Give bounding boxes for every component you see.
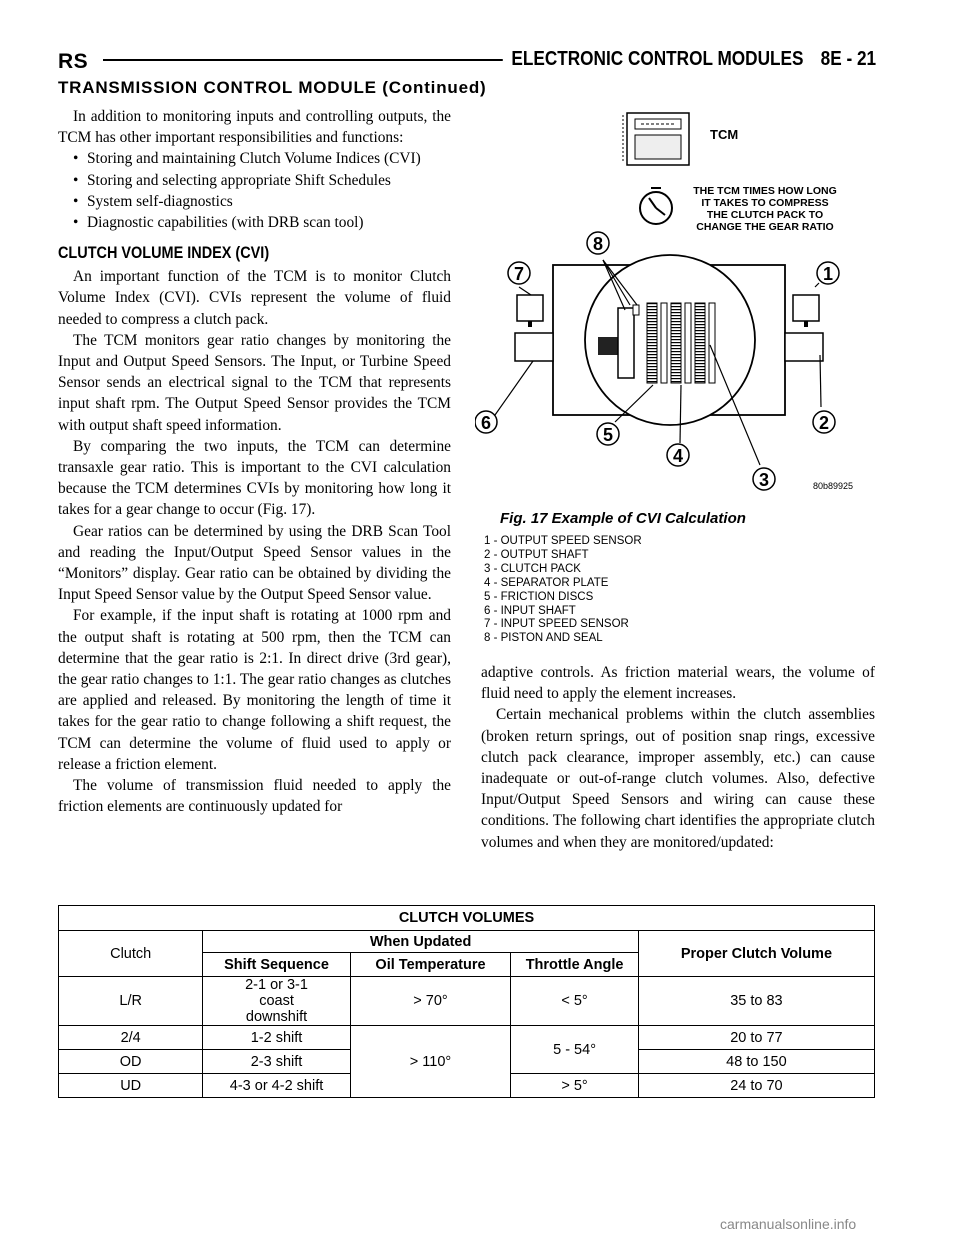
bullet-glyph: • bbox=[73, 214, 79, 232]
table-title: CLUTCH VOLUMES bbox=[59, 906, 875, 931]
bullet-text: Diagnostic capabilities (with DRB scan tool) bbox=[87, 214, 364, 232]
cell-shift: 2-1 or 3-1 coast downshift bbox=[203, 977, 350, 1026]
cell-throttle: > 5° bbox=[511, 1074, 639, 1098]
paragraph-intro: In addition to monitoring inputs and controlling outputs, the TCM has other important responsibilities and functions: bbox=[58, 108, 451, 147]
table-title-row bbox=[59, 906, 875, 931]
legend-item: 2 - OUTPUT SHAFT bbox=[484, 548, 589, 561]
callout-3: 3 bbox=[758, 470, 770, 490]
table-row bbox=[59, 977, 875, 1026]
bullet-glyph: • bbox=[73, 150, 79, 168]
bullet-item bbox=[58, 170, 451, 191]
legend-item: 7 - INPUT SPEED SENSOR bbox=[484, 618, 629, 631]
header-shift-sequence: Shift Sequence bbox=[203, 953, 350, 977]
output-shaft bbox=[785, 333, 823, 361]
cell-volume: 24 to 70 bbox=[638, 1074, 874, 1098]
cvi-diagram bbox=[475, 105, 875, 505]
output-speed-sensor bbox=[793, 295, 819, 327]
cell-throttle: < 5° bbox=[511, 977, 639, 1026]
callout-5: 5 bbox=[602, 425, 614, 445]
piston bbox=[618, 308, 634, 378]
header-oil-temperature: Oil Temperature bbox=[350, 953, 511, 977]
separator-plate bbox=[685, 303, 691, 383]
legend-item: 5 - FRICTION DISCS bbox=[484, 590, 594, 603]
legend-item: 1 - OUTPUT SPEED SENSOR bbox=[484, 535, 642, 547]
left-column bbox=[58, 106, 451, 818]
callout-7: 7 bbox=[513, 264, 525, 284]
tcm-module-icon bbox=[623, 113, 738, 165]
bullet-text: System self-diagnostics bbox=[87, 192, 233, 210]
header-right bbox=[503, 48, 876, 71]
watermark: carmanualsonline.info bbox=[720, 1216, 857, 1232]
legend-item: 3 - CLUTCH PACK bbox=[484, 562, 581, 575]
cell-volume: 35 to 83 bbox=[638, 977, 874, 1026]
table-header-row bbox=[59, 931, 875, 953]
cell-oil-temp: > 110° bbox=[350, 1026, 511, 1098]
header-clutch: Clutch bbox=[59, 931, 203, 977]
friction-disc bbox=[695, 303, 705, 383]
timing-note-line: THE TCM TIMES HOW LONG bbox=[693, 185, 837, 197]
figure-caption: Fig. 17 Example of CVI Calculation bbox=[500, 510, 746, 527]
section-heading-cvi: CLUTCH VOLUME INDEX (CVI) bbox=[58, 243, 270, 263]
cell-clutch: OD bbox=[59, 1050, 203, 1074]
paragraph: Certain mechanical problems within the clutch assemblies (broken return springs, out of position snap rings, excessive clutch pack clearance, improper assembly, etc.) can cause inadequate or out-of-range clutch volumes. Also, defective Input/Output Speed Sensors and wiring can cause these conditions. The following chart identifies the appropriate clutch volumes and when they are monitored/updated: bbox=[481, 706, 875, 851]
header-manual-code: RS bbox=[58, 50, 89, 73]
input-shaft bbox=[515, 333, 553, 361]
friction-disc bbox=[671, 303, 681, 383]
friction-disc bbox=[647, 303, 657, 383]
paragraph: By comparing the two inputs, the TCM can determine transaxle gear ratio. This is important to the CVI calculation because the TCM determines CVIs by monitoring how long it takes for a gear change to occur (Fig. 17). bbox=[58, 437, 451, 519]
callout-6: 6 bbox=[480, 413, 492, 433]
cell-volume: 20 to 77 bbox=[638, 1026, 874, 1050]
cell-shift: 4-3 or 4-2 shift bbox=[203, 1074, 350, 1098]
table-row bbox=[59, 1026, 875, 1050]
cell-clutch: UD bbox=[59, 1074, 203, 1098]
callout-8: 8 bbox=[592, 234, 604, 254]
piston-rod bbox=[598, 337, 618, 355]
separator-plate bbox=[661, 303, 667, 383]
paragraph: adaptive controls. As friction material wears, the volume of fluid need to apply the element increases. bbox=[481, 664, 875, 703]
figure-legend bbox=[484, 535, 642, 646]
cell-volume: 48 to 150 bbox=[638, 1050, 874, 1074]
header-throttle-angle: Throttle Angle bbox=[511, 953, 639, 977]
paragraph: For example, if the input shaft is rotating at 1000 rpm and the output shaft is rotating at 500 rpm, then the TCM can determine that the gear ratio is 2:1. In direct drive (3rd gear), the gear ratio changes to 1:1. The gear ratio changes as clutches are applied and released. By monitoring the length of time it takes for the gear ratio to change following a shift request, the TCM can determine the volume of fluid used to apply or release a friction element. bbox=[58, 607, 451, 773]
cell-clutch: 2/4 bbox=[59, 1026, 203, 1050]
legend-item: 6 - INPUT SHAFT bbox=[484, 604, 576, 617]
callout-4: 4 bbox=[672, 446, 684, 466]
timing-note bbox=[693, 185, 837, 233]
bullet-item bbox=[58, 212, 451, 233]
cell-clutch: L/R bbox=[59, 977, 203, 1026]
paragraph: The TCM monitors gear ratio changes by monitoring the Input and Output Speed Sensors. The Input, or Turbine Speed Sensor sends an electrical signal to the TCM that represents input shaft rpm. The Output Speed Sensor provides the TCM with output shaft speed information. bbox=[58, 331, 451, 434]
bullet-item bbox=[58, 191, 451, 212]
cell-shift: 1-2 shift bbox=[203, 1026, 350, 1050]
tcm-label: TCM bbox=[710, 127, 739, 142]
bullet-text: Storing and selecting appropriate Shift Schedules bbox=[87, 171, 391, 189]
timing-note-line: CHANGE THE GEAR RATIO bbox=[696, 221, 834, 233]
section-subheader: TRANSMISSION CONTROL MODULE (Continued) bbox=[58, 78, 487, 97]
cell-shift: 2-3 shift bbox=[203, 1050, 350, 1074]
legend-item: 4 - SEPARATOR PLATE bbox=[484, 576, 609, 589]
header-when-updated: When Updated bbox=[203, 931, 639, 953]
callout-2: 2 bbox=[818, 413, 830, 433]
page-header bbox=[58, 48, 876, 73]
cell-oil-temp: > 70° bbox=[350, 977, 511, 1026]
input-speed-sensor bbox=[517, 295, 543, 327]
clutch-pack bbox=[647, 303, 715, 383]
header-page-number: 8E - 21 bbox=[820, 48, 876, 70]
timing-note-line: IT TAKES TO COMPRESS bbox=[701, 197, 829, 209]
paragraph: The volume of transmission fluid needed to apply the friction elements are continuously updated for bbox=[58, 777, 451, 816]
timing-note-line: THE CLUTCH PACK TO bbox=[706, 209, 824, 221]
figure-code: 80b89925 bbox=[813, 481, 854, 491]
bullet-text: Storing and maintaining Clutch Volume Indices (CVI) bbox=[87, 150, 421, 168]
bullet-glyph: • bbox=[73, 171, 79, 189]
cell-throttle: 5 - 54° bbox=[511, 1026, 639, 1074]
callout-1: 1 bbox=[822, 264, 834, 284]
right-column bbox=[481, 662, 875, 853]
bullet-item bbox=[58, 148, 451, 169]
separator-plate bbox=[709, 303, 715, 383]
paragraph: Gear ratios can be determined by using the DRB Scan Tool and reading the Input/Output Speed Sensor values in the “Monitors” display. Gear ratio can be obtained by dividing the Input Speed Sensor value by the Output Speed Sensor value. bbox=[58, 522, 451, 604]
legend-item: 8 - PISTON AND SEAL bbox=[484, 632, 603, 645]
bullet-glyph: • bbox=[73, 192, 79, 210]
stopwatch-icon bbox=[640, 188, 672, 224]
piston-seal bbox=[633, 305, 639, 315]
header-proper-clutch-volume: Proper Clutch Volume bbox=[638, 931, 874, 977]
paragraph: An important function of the TCM is to monitor Clutch Volume Index (CVI). CVIs represent the volume of fluid needed to compress a clutch pack. bbox=[58, 268, 451, 328]
header-section-title: ELECTRONIC CONTROL MODULES bbox=[511, 48, 804, 70]
clutch-volumes-table bbox=[58, 905, 875, 1098]
